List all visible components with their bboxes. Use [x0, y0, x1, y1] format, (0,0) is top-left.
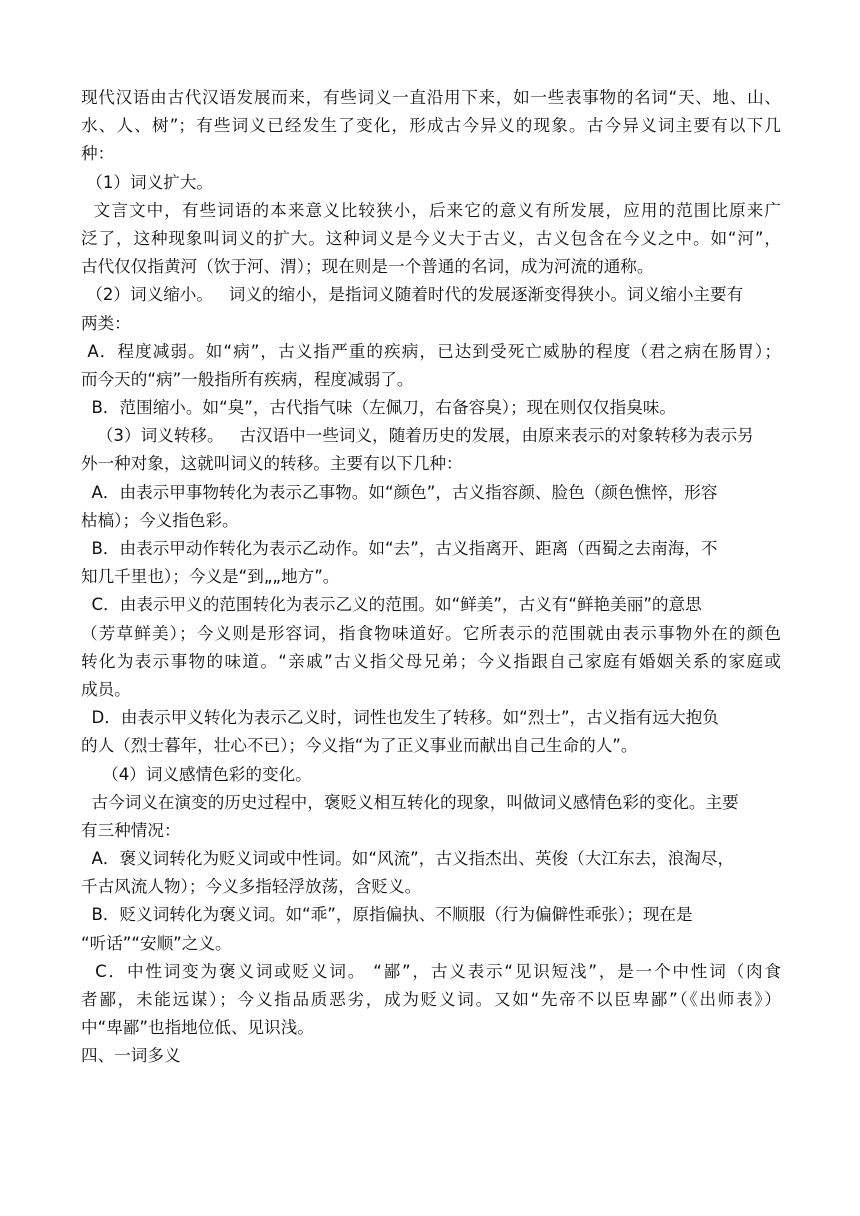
- text-line: 有三种情况：: [81, 820, 181, 840]
- text-line: B．范围缩小。如“臭”，古代指气味（左佩刀，右备容臭）；现在则仅仅指臭味。: [81, 398, 677, 418]
- text-line: B．由表示甲动作转化为表示乙动作。如“去”，古义指离开、距离（西蜀之去南海，不: [81, 539, 718, 558]
- text-line: A．程度减弱。如“病”，古义指严重的疾病，已达到受死亡威胁的程度（君之病在肠胃）；: [81, 341, 781, 361]
- text-line: 枯槁）；今义指色彩。: [81, 510, 239, 530]
- text-line: C．中性词变为褒义词或贬义词。 “鄙”，古义表示“见识短浅”，是一个中性词（肉食: [81, 961, 781, 981]
- document-body: [81, 84, 781, 1071]
- text-line: （芳草鲜美）；今义则是形容词，指食物味道好。它所表示的范围就由表示事物外在的颜色: [81, 623, 781, 643]
- text-line: “听话”“安顺”之义。: [81, 933, 232, 953]
- text-line: 的人（烈士暮年，壮心不已）；今义指“为了正义事业而献出自己生命的人”。: [81, 736, 638, 756]
- text-line: D．由表示甲义转化为表示乙义时，词性也发生了转移。如“烈士”，古义指有远大抱负: [81, 708, 719, 728]
- text-line: 泛了，这种现象叫词义的扩大。这种词义是今义大于古义，古义包含在今义之中。如“河”，: [81, 228, 781, 248]
- text-line: 古今词义在演变的历史过程中，褒贬义相互转化的现象，叫做词义感情色彩的变化。主要: [81, 792, 739, 812]
- text-line: 千古风流人物）；今义多指轻浮放荡，含贬义。: [81, 877, 422, 897]
- text-line: 两类：: [81, 313, 131, 333]
- text-line: A．褒义词转化为贬义词或中性词。如“风流”，古义指杰出、英俊（大江东去，浪淘尽，: [81, 849, 735, 869]
- text-line: 转化为表示事物的味道。“亲戚”古义指父母兄弟；今义指跟自己家庭有婚姻关系的家庭或: [81, 651, 781, 671]
- text-line: （1）词义扩大。: [81, 172, 213, 192]
- text-line: 成员。: [81, 679, 131, 699]
- text-line: （3）词义转移。 古汉语中一些词义，随着历史的发展，由原来表示的对象转移为表示另: [81, 426, 754, 446]
- text-line: 而今天的“病”一般指所有疾病，程度减弱了。: [81, 369, 414, 389]
- text-line: （2）词义缩小。 词义的缩小，是指词义随着时代的发展逐渐变得狭小。词义缩小主要有: [81, 285, 744, 305]
- text-line: 现代汉语由古代汉语发展而来，有些词义一直沿用下来，如一些表事物的名词“天、地、山、: [81, 88, 781, 107]
- text-line: （4）词义感情色彩的变化。: [81, 764, 312, 784]
- text-line: A．由表示甲事物转化为表示乙事物。如“颜色”，古义指容颜、脸色（颜色憔悴，形容: [81, 482, 718, 502]
- text-line: 外一种对象，这就叫词义的转移。主要有以下几种：: [81, 454, 463, 474]
- text-line: 中“卑鄙”也指地位低、见识浅。: [81, 1018, 314, 1038]
- text-line: B．贬义词转化为褒义词。如“乖”，原指偏执、不顺服（行为偏僻性乖张）；现在是: [81, 905, 693, 925]
- text-line: 水、人、树”；有些词义已经发生了变化，形成古今异义的现象。古今异义词主要有以下几: [81, 116, 781, 136]
- text-line: 古代仅仅指黄河（饮于河、渭）；现在则是一个普通的名词，成为河流的通称。: [81, 257, 654, 277]
- text-line: 文言文中，有些词语的本来意义比较狭小，后来它的意义有所发展，应用的范围比原来广: [81, 200, 781, 220]
- text-line: 四、一词多义: [81, 1046, 181, 1066]
- text-line: 知几千里也）；今义是“到„„地方”。: [81, 567, 340, 587]
- text-line: 者鄙，未能远谋）；今义指品质恶劣，成为贬义词。又如“先帝不以臣卑鄙”（《出师表》）: [81, 990, 781, 1009]
- text-line: C．由表示甲义的范围转化为表示乙义的范围。如“鲜美”，古义有“鲜艳美丽”的意思: [81, 595, 702, 615]
- text-line: 种：: [81, 144, 115, 164]
